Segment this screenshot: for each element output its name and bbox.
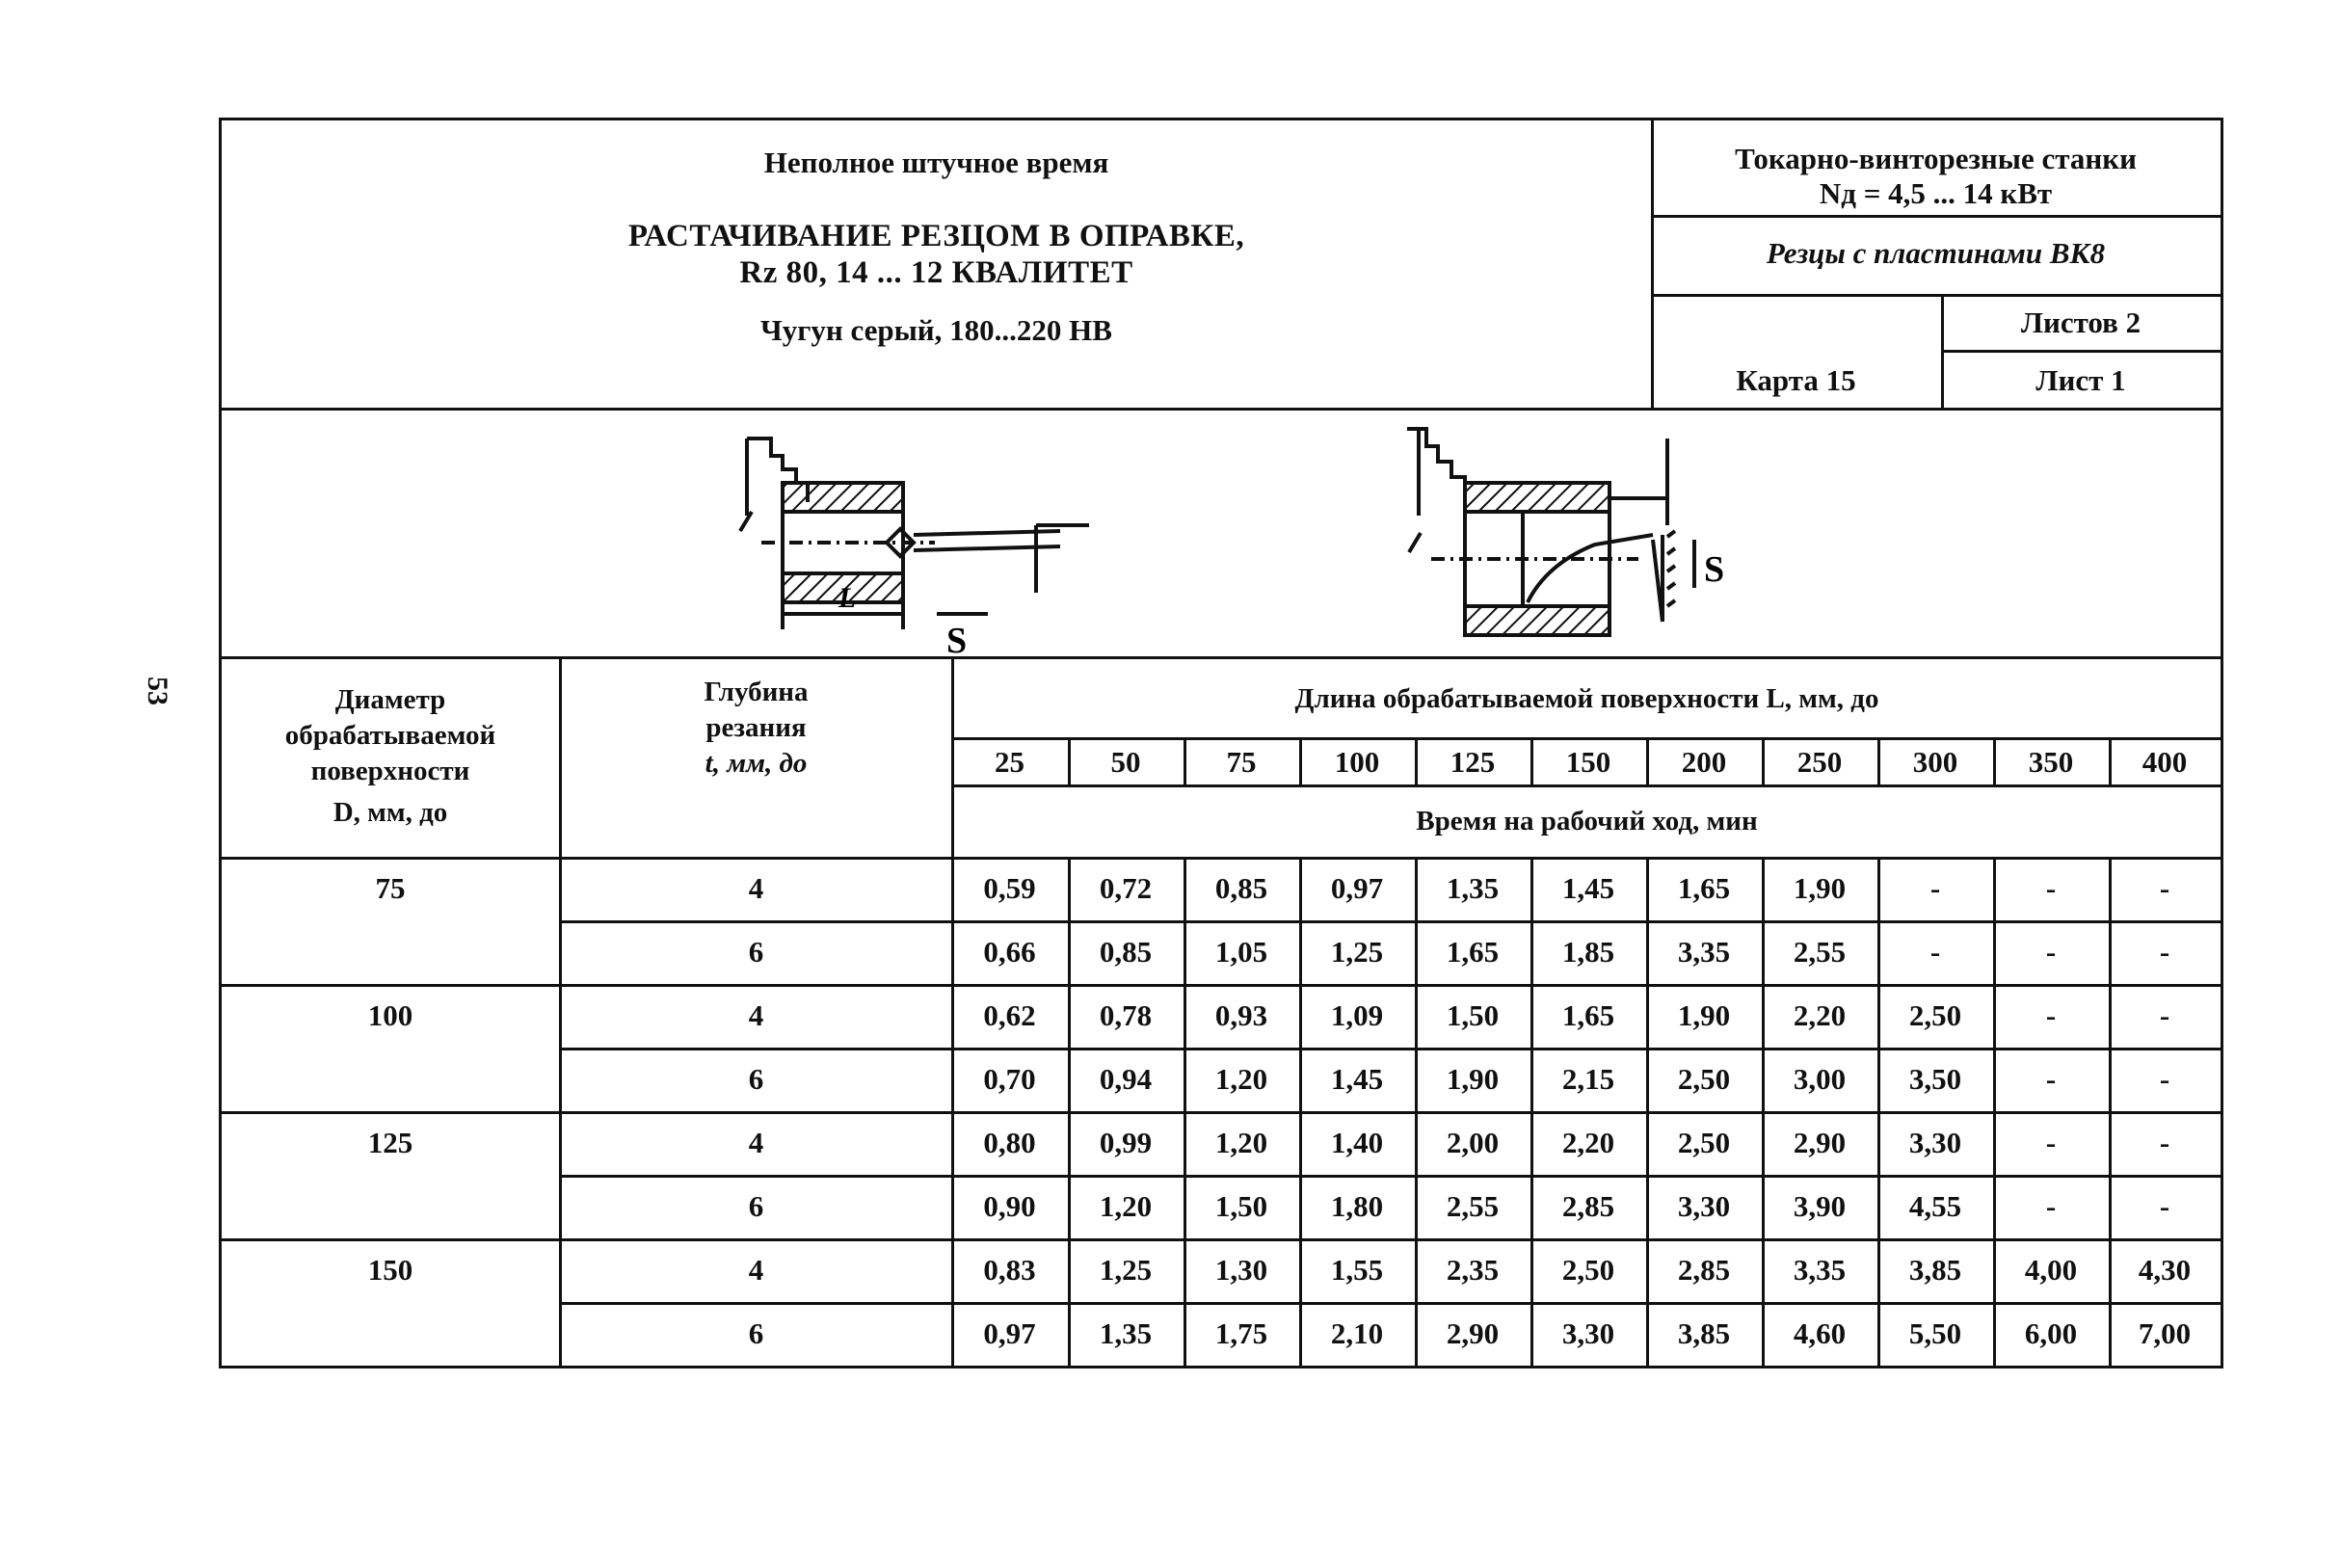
- depth-cell: 6: [748, 935, 764, 969]
- length-cell: 75: [1226, 744, 1257, 779]
- time-value-cell: 1,80: [1330, 1189, 1384, 1223]
- tool-spec: Резцы с пластинами ВК8: [1766, 236, 2106, 270]
- time-value-cell: -: [2159, 998, 2170, 1032]
- time-value-cell: 1,45: [1561, 871, 1615, 905]
- col-depth-header: [561, 660, 951, 795]
- time-value-cell: 2,20: [1561, 1126, 1615, 1159]
- time-value-cell: 3,35: [1793, 1253, 1847, 1287]
- depth-cell: 4: [748, 998, 764, 1032]
- time-value-cell: 3,30: [1908, 1126, 1962, 1159]
- time-value-cell: 3,85: [1908, 1253, 1962, 1287]
- depth-cell: 4: [748, 1126, 764, 1159]
- time-value-cell: 0,93: [1214, 998, 1268, 1032]
- header-operation: РАСТАЧИВАНИЕ РЕЗЦОМ В ОПРАВКЕ,: [627, 219, 1245, 253]
- length-cell: 400: [2141, 744, 2188, 779]
- col-depth-l2: резания: [705, 711, 807, 743]
- time-value-cell: 0,72: [1099, 871, 1153, 905]
- diameter-cell: 150: [367, 1253, 413, 1287]
- time-value-cell: 4,55: [1908, 1189, 1962, 1223]
- time-value-cell: 2,50: [1677, 1062, 1731, 1096]
- time-value-cell: 0,70: [983, 1062, 1036, 1096]
- time-value-cell: 1,20: [1214, 1126, 1268, 1159]
- time-value-cell: 2,50: [1561, 1253, 1615, 1287]
- diameter-cell: 100: [367, 998, 413, 1032]
- header-time-type: Неполное штучное время: [763, 146, 1109, 179]
- sheet-number: Лист 1: [2035, 363, 2126, 397]
- time-value-cell: 3,00: [1793, 1062, 1847, 1096]
- diameter-cell: 125: [367, 1126, 413, 1159]
- length-cell: 250: [1796, 744, 1843, 779]
- diameter-cell: 75: [375, 871, 406, 905]
- time-value-cell: 0,90: [983, 1189, 1036, 1223]
- depth-cell: 6: [748, 1062, 764, 1096]
- time-value-cell: 0,94: [1099, 1062, 1153, 1096]
- time-value-cell: -: [2159, 871, 2170, 905]
- time-value-cell: 3,90: [1793, 1189, 1847, 1223]
- time-value-cell: 1,75: [1214, 1316, 1268, 1350]
- time-value-cell: 1,90: [1446, 1062, 1500, 1096]
- length-header: Длина обрабатываемой поверхности L, мм, до: [1294, 682, 1879, 714]
- time-value-cell: 1,25: [1330, 935, 1384, 969]
- time-value-cell: 2,20: [1793, 998, 1847, 1032]
- length-cell: 100: [1334, 744, 1380, 779]
- time-value-cell: 3,30: [1677, 1189, 1731, 1223]
- time-value-cell: 1,65: [1677, 871, 1731, 905]
- time-value-cell: 0,97: [983, 1316, 1036, 1350]
- time-value-cell: 0,62: [983, 998, 1036, 1032]
- time-value-cell: 2,00: [1446, 1126, 1500, 1159]
- time-value-cell: -: [2045, 1062, 2057, 1096]
- page-number: 53: [142, 677, 173, 705]
- time-value-cell: 4,60: [1793, 1316, 1847, 1350]
- time-value-cell: -: [2159, 1189, 2170, 1223]
- time-value-cell: -: [2045, 998, 2057, 1032]
- time-value-cell: -: [2159, 1062, 2170, 1096]
- time-value-cell: 2,55: [1446, 1189, 1500, 1223]
- time-value-cell: -: [1929, 935, 1941, 969]
- time-value-cell: 1,90: [1793, 871, 1847, 905]
- time-value-cell: 1,40: [1330, 1126, 1384, 1159]
- col-depth-l3: t, мм, до: [705, 747, 808, 779]
- card-number: Карта 15: [1736, 363, 1856, 397]
- time-value-cell: 1,50: [1214, 1189, 1268, 1223]
- time-value-cell: 4,00: [2024, 1253, 2078, 1287]
- length-cell: 125: [1450, 744, 1496, 779]
- length-cell: 300: [1912, 744, 1958, 779]
- right-s-label: S: [1704, 549, 1725, 590]
- depth-cell: 6: [748, 1316, 764, 1350]
- time-value-cell: 2,10: [1330, 1316, 1384, 1350]
- col-diameter-header: [222, 660, 559, 853]
- time-value-cell: 1,50: [1446, 998, 1500, 1032]
- time-value-cell: 2,15: [1561, 1062, 1615, 1096]
- time-value-cell: 0,83: [983, 1253, 1036, 1287]
- time-value-cell: 3,35: [1677, 935, 1731, 969]
- length-cell: 150: [1565, 744, 1611, 779]
- machine-power: Nд = 4,5 ... 14 кВт: [1819, 176, 2053, 210]
- time-value-cell: 1,35: [1446, 871, 1500, 905]
- time-value-cell: -: [1929, 871, 1941, 905]
- time-value-cell: 1,85: [1561, 935, 1615, 969]
- col-diameter-l1: Диаметр: [334, 684, 446, 715]
- depth-cell: 4: [748, 871, 764, 905]
- time-value-cell: 2,50: [1908, 998, 1962, 1032]
- col-diameter-l4: D, мм, до: [333, 797, 448, 828]
- time-value-cell: 2,90: [1793, 1126, 1847, 1159]
- time-value-cell: 3,30: [1561, 1316, 1615, 1350]
- length-cell: 50: [1110, 744, 1141, 779]
- time-value-cell: -: [2045, 935, 2057, 969]
- time-value-cell: 1,90: [1677, 998, 1731, 1032]
- time-value-cell: 1,09: [1330, 998, 1384, 1032]
- time-header: Время на рабочий ход, мин: [1416, 805, 1758, 837]
- depth-cell: 4: [748, 1253, 764, 1287]
- time-value-cell: 2,85: [1677, 1253, 1731, 1287]
- col-diameter-l2: обрабатываемой: [284, 720, 496, 751]
- time-value-cell: 0,80: [983, 1126, 1036, 1159]
- col-depth-l1: Глубина: [704, 676, 809, 707]
- machine-type: Токарно-винторезные станки: [1735, 142, 2137, 175]
- left-l-label: L: [838, 582, 857, 614]
- left-sketch: [740, 439, 1089, 629]
- length-cell: 350: [2028, 744, 2074, 779]
- time-value-cell: 5,50: [1908, 1316, 1962, 1350]
- time-value-cell: 2,85: [1561, 1189, 1615, 1223]
- sheets-total: Листов 2: [2020, 306, 2141, 339]
- time-value-cell: 4,30: [2138, 1253, 2192, 1287]
- norm-card-sheet: [219, 118, 2223, 1369]
- time-value-cell: 0,97: [1330, 871, 1384, 905]
- time-value-cell: 1,25: [1099, 1253, 1153, 1287]
- length-cell: 200: [1681, 744, 1727, 779]
- time-value-cell: 2,50: [1677, 1126, 1731, 1159]
- time-value-cell: -: [2159, 1126, 2170, 1159]
- right-sketch: [1407, 429, 1694, 635]
- time-value-cell: 1,35: [1099, 1316, 1153, 1350]
- time-value-cell: 1,30: [1214, 1253, 1268, 1287]
- time-value-cell: -: [2159, 935, 2170, 969]
- time-value-cell: 0,99: [1099, 1126, 1153, 1159]
- time-value-cell: 0,85: [1214, 871, 1268, 905]
- time-value-cell: 0,85: [1099, 935, 1153, 969]
- length-cell: 25: [995, 744, 1024, 779]
- time-value-cell: 7,00: [2138, 1316, 2192, 1350]
- time-value-cell: -: [2045, 1189, 2057, 1223]
- time-value-cell: 1,45: [1330, 1062, 1384, 1096]
- time-value-cell: 3,50: [1908, 1062, 1962, 1096]
- col-diameter-l3: поверхности: [310, 756, 470, 786]
- time-value-cell: 2,35: [1446, 1253, 1500, 1287]
- header-precision: Rz 80, 14 ... 12 КВАЛИТЕТ: [739, 255, 1133, 290]
- time-value-cell: 1,65: [1561, 998, 1615, 1032]
- time-value-cell: -: [2045, 1126, 2057, 1159]
- time-value-cell: 0,78: [1099, 998, 1153, 1032]
- time-value-cell: 0,59: [983, 871, 1036, 905]
- header-material: Чугун серый, 180...220 НВ: [760, 313, 1112, 347]
- time-value-cell: 1,20: [1214, 1062, 1268, 1096]
- time-value-cell: 1,65: [1446, 935, 1500, 969]
- depth-cell: 6: [748, 1189, 764, 1223]
- time-value-cell: 1,55: [1330, 1253, 1384, 1287]
- time-value-cell: 2,90: [1446, 1316, 1500, 1350]
- time-value-cell: 1,05: [1214, 935, 1268, 969]
- time-value-cell: 6,00: [2024, 1316, 2078, 1350]
- time-value-cell: -: [2045, 871, 2057, 905]
- time-value-cell: 0,66: [983, 935, 1036, 969]
- time-value-cell: 3,85: [1677, 1316, 1731, 1350]
- time-value-cell: 1,20: [1099, 1189, 1153, 1223]
- time-value-cell: 2,55: [1793, 935, 1847, 969]
- left-s-label: S: [946, 621, 968, 661]
